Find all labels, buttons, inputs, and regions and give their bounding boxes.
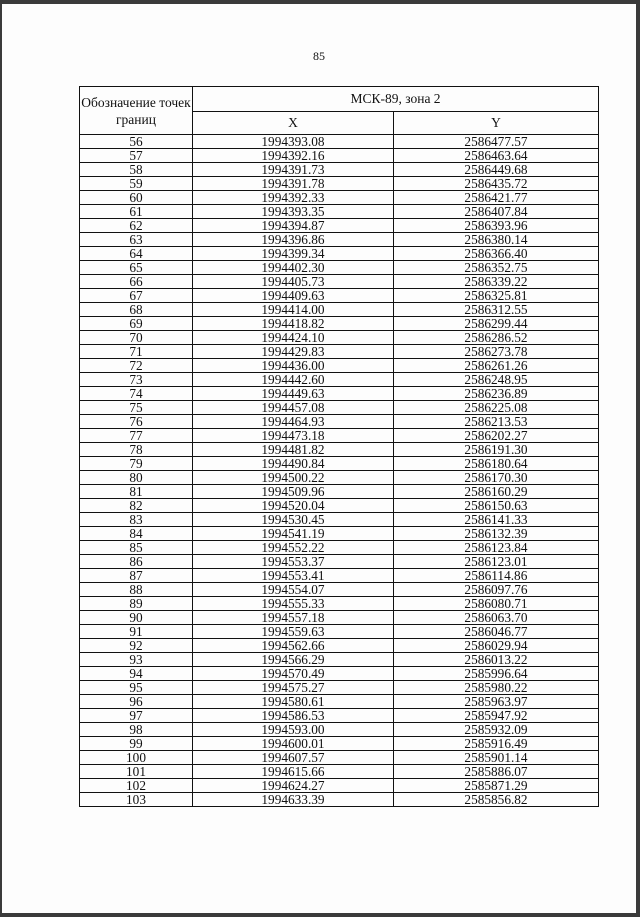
x-coordinate-cell: 1994553.41 <box>193 569 394 583</box>
table-row <box>80 583 599 597</box>
table-row <box>80 541 599 555</box>
x-coordinate-cell: 1994473.18 <box>193 429 394 443</box>
y-coordinate-cell: 2586029.94 <box>394 639 599 653</box>
point-number-cell: 63 <box>80 233 193 247</box>
x-coordinate-cell: 1994586.53 <box>193 709 394 723</box>
y-coordinate-cell: 2586080.71 <box>394 597 599 611</box>
x-coordinate-cell: 1994624.27 <box>193 779 394 793</box>
table-row <box>80 289 599 303</box>
point-number-cell: 98 <box>80 723 193 737</box>
y-coordinate-cell: 2586013.22 <box>394 653 599 667</box>
coordinate-system-header: МСК-89, зона 2 <box>193 87 599 112</box>
x-coordinate-cell: 1994393.08 <box>193 135 394 149</box>
y-coordinate-cell: 2586202.27 <box>394 429 599 443</box>
point-number-cell: 96 <box>80 695 193 709</box>
point-number-cell: 90 <box>80 611 193 625</box>
y-column-header: Y <box>394 111 599 135</box>
x-coordinate-cell: 1994393.35 <box>193 205 394 219</box>
y-coordinate-cell: 2586123.01 <box>394 555 599 569</box>
x-coordinate-cell: 1994490.84 <box>193 457 394 471</box>
point-number-cell: 59 <box>80 177 193 191</box>
table-row <box>80 681 599 695</box>
point-number-cell: 66 <box>80 275 193 289</box>
point-number-cell: 73 <box>80 373 193 387</box>
table-row <box>80 667 599 681</box>
table-row <box>80 247 599 261</box>
point-number-cell: 72 <box>80 359 193 373</box>
point-number-cell: 74 <box>80 387 193 401</box>
point-number-cell: 88 <box>80 583 193 597</box>
point-number-cell: 62 <box>80 219 193 233</box>
x-coordinate-cell: 1994402.30 <box>193 261 394 275</box>
y-coordinate-cell: 2586160.29 <box>394 485 599 499</box>
y-coordinate-cell: 2585963.97 <box>394 695 599 709</box>
y-coordinate-cell: 2586421.77 <box>394 191 599 205</box>
x-coordinate-cell: 1994580.61 <box>193 695 394 709</box>
table-row <box>80 205 599 219</box>
point-number-cell: 82 <box>80 499 193 513</box>
y-coordinate-cell: 2586393.96 <box>394 219 599 233</box>
table-row <box>80 611 599 625</box>
y-coordinate-cell: 2586286.52 <box>394 331 599 345</box>
point-number-cell: 76 <box>80 415 193 429</box>
table-row <box>80 149 599 163</box>
x-coordinate-cell: 1994405.73 <box>193 275 394 289</box>
table-row <box>80 401 599 415</box>
y-coordinate-cell: 2586299.44 <box>394 317 599 331</box>
y-coordinate-cell: 2585916.49 <box>394 737 599 751</box>
table-row <box>80 261 599 275</box>
x-coordinate-cell: 1994570.49 <box>193 667 394 681</box>
table-row <box>80 219 599 233</box>
y-coordinate-cell: 2586339.22 <box>394 275 599 289</box>
point-number-cell: 68 <box>80 303 193 317</box>
point-number-cell: 92 <box>80 639 193 653</box>
y-coordinate-cell: 2586123.84 <box>394 541 599 555</box>
table-row <box>80 233 599 247</box>
x-coordinate-cell: 1994554.07 <box>193 583 394 597</box>
table-row <box>80 443 599 457</box>
table-row <box>80 737 599 751</box>
table-row <box>80 513 599 527</box>
table-row <box>80 485 599 499</box>
point-number-cell: 84 <box>80 527 193 541</box>
y-coordinate-cell: 2586435.72 <box>394 177 599 191</box>
x-coordinate-cell: 1994429.83 <box>193 345 394 359</box>
x-coordinate-cell: 1994392.33 <box>193 191 394 205</box>
table-row <box>80 653 599 667</box>
x-coordinate-cell: 1994391.78 <box>193 177 394 191</box>
y-coordinate-cell: 2586046.77 <box>394 625 599 639</box>
point-number-cell: 70 <box>80 331 193 345</box>
point-number-cell: 79 <box>80 457 193 471</box>
table-row <box>80 527 599 541</box>
point-number-cell: 103 <box>80 793 193 807</box>
coordinates-table <box>79 86 599 807</box>
y-coordinate-cell: 2586213.53 <box>394 415 599 429</box>
y-coordinate-cell: 2585871.29 <box>394 779 599 793</box>
y-coordinate-cell: 2586170.30 <box>394 471 599 485</box>
x-coordinate-cell: 1994509.96 <box>193 485 394 499</box>
x-coordinate-cell: 1994615.66 <box>193 765 394 779</box>
x-coordinate-cell: 1994530.45 <box>193 513 394 527</box>
table-row <box>80 359 599 373</box>
y-coordinate-cell: 2585947.92 <box>394 709 599 723</box>
table-row <box>80 457 599 471</box>
y-coordinate-cell: 2586097.76 <box>394 583 599 597</box>
x-coordinate-cell: 1994593.00 <box>193 723 394 737</box>
y-coordinate-cell: 2586114.86 <box>394 569 599 583</box>
table-row <box>80 163 599 177</box>
x-coordinate-cell: 1994449.63 <box>193 387 394 401</box>
y-coordinate-cell: 2586063.70 <box>394 611 599 625</box>
y-coordinate-cell: 2585980.22 <box>394 681 599 695</box>
point-number-cell: 58 <box>80 163 193 177</box>
point-number-cell: 81 <box>80 485 193 499</box>
x-coordinate-cell: 1994557.18 <box>193 611 394 625</box>
y-coordinate-cell: 2586150.63 <box>394 499 599 513</box>
table-row <box>80 723 599 737</box>
point-number-cell: 77 <box>80 429 193 443</box>
y-coordinate-cell: 2586141.33 <box>394 513 599 527</box>
y-coordinate-cell: 2586449.68 <box>394 163 599 177</box>
table-row <box>80 275 599 289</box>
table-row <box>80 555 599 569</box>
table-row <box>80 191 599 205</box>
point-number-cell: 94 <box>80 667 193 681</box>
x-coordinate-cell: 1994562.66 <box>193 639 394 653</box>
point-number-cell: 86 <box>80 555 193 569</box>
point-number-cell: 65 <box>80 261 193 275</box>
point-number-cell: 56 <box>80 135 193 149</box>
y-coordinate-cell: 2586366.40 <box>394 247 599 261</box>
point-number-cell: 75 <box>80 401 193 415</box>
table-row <box>80 779 599 793</box>
point-number-cell: 97 <box>80 709 193 723</box>
table-row <box>80 751 599 765</box>
y-coordinate-cell: 2586325.81 <box>394 289 599 303</box>
y-coordinate-cell: 2586180.64 <box>394 457 599 471</box>
table-row <box>80 317 599 331</box>
y-coordinate-cell: 2585932.09 <box>394 723 599 737</box>
point-number-cell: 80 <box>80 471 193 485</box>
table-row <box>80 709 599 723</box>
table-row <box>80 765 599 779</box>
table-row <box>80 135 599 149</box>
x-coordinate-cell: 1994396.86 <box>193 233 394 247</box>
x-coordinate-cell: 1994481.82 <box>193 443 394 457</box>
table-row <box>80 639 599 653</box>
x-coordinate-cell: 1994600.01 <box>193 737 394 751</box>
table-row <box>80 793 599 807</box>
table-row <box>80 303 599 317</box>
y-coordinate-cell: 2586273.78 <box>394 345 599 359</box>
y-coordinate-cell: 2586248.95 <box>394 373 599 387</box>
y-coordinate-cell: 2586236.89 <box>394 387 599 401</box>
point-number-cell: 69 <box>80 317 193 331</box>
table-row <box>80 597 599 611</box>
x-coordinate-cell: 1994555.33 <box>193 597 394 611</box>
x-coordinate-cell: 1994464.93 <box>193 415 394 429</box>
x-coordinate-cell: 1994552.22 <box>193 541 394 555</box>
point-number-cell: 102 <box>80 779 193 793</box>
table-row <box>80 415 599 429</box>
point-number-cell: 91 <box>80 625 193 639</box>
table-row <box>80 695 599 709</box>
y-coordinate-cell: 2586312.55 <box>394 303 599 317</box>
point-designation-header: Обозначение точек границ <box>80 87 193 135</box>
x-coordinate-cell: 1994457.08 <box>193 401 394 415</box>
point-number-cell: 78 <box>80 443 193 457</box>
point-number-cell: 67 <box>80 289 193 303</box>
point-number-cell: 87 <box>80 569 193 583</box>
x-coordinate-cell: 1994394.87 <box>193 219 394 233</box>
y-coordinate-cell: 2585901.14 <box>394 751 599 765</box>
table-row <box>80 177 599 191</box>
document-page <box>2 4 636 913</box>
x-coordinate-cell: 1994575.27 <box>193 681 394 695</box>
table-row <box>80 499 599 513</box>
point-number-cell: 101 <box>80 765 193 779</box>
point-number-cell: 83 <box>80 513 193 527</box>
y-coordinate-cell: 2586463.64 <box>394 149 599 163</box>
x-coordinate-cell: 1994392.16 <box>193 149 394 163</box>
y-coordinate-cell: 2585886.07 <box>394 765 599 779</box>
x-coordinate-cell: 1994418.82 <box>193 317 394 331</box>
x-coordinate-cell: 1994409.63 <box>193 289 394 303</box>
x-coordinate-cell: 1994436.00 <box>193 359 394 373</box>
x-coordinate-cell: 1994500.22 <box>193 471 394 485</box>
y-coordinate-cell: 2586477.57 <box>394 135 599 149</box>
table-row <box>80 373 599 387</box>
table-row <box>80 331 599 345</box>
x-coordinate-cell: 1994566.29 <box>193 653 394 667</box>
point-number-cell: 85 <box>80 541 193 555</box>
table-row <box>80 625 599 639</box>
x-coordinate-cell: 1994399.34 <box>193 247 394 261</box>
page-number: 85 <box>313 49 325 63</box>
table-row <box>80 429 599 443</box>
y-coordinate-cell: 2586380.14 <box>394 233 599 247</box>
x-coordinate-cell: 1994520.04 <box>193 499 394 513</box>
point-number-cell: 95 <box>80 681 193 695</box>
table-row <box>80 345 599 359</box>
table-row <box>80 387 599 401</box>
y-coordinate-cell: 2586352.75 <box>394 261 599 275</box>
x-coordinate-cell: 1994553.37 <box>193 555 394 569</box>
x-coordinate-cell: 1994541.19 <box>193 527 394 541</box>
y-coordinate-cell: 2586225.08 <box>394 401 599 415</box>
point-number-cell: 89 <box>80 597 193 611</box>
x-coordinate-cell: 1994442.60 <box>193 373 394 387</box>
point-number-cell: 57 <box>80 149 193 163</box>
y-coordinate-cell: 2586132.39 <box>394 527 599 541</box>
y-coordinate-cell: 2586261.26 <box>394 359 599 373</box>
y-coordinate-cell: 2586191.30 <box>394 443 599 457</box>
point-number-cell: 93 <box>80 653 193 667</box>
x-coordinate-cell: 1994424.10 <box>193 331 394 345</box>
point-number-cell: 100 <box>80 751 193 765</box>
x-coordinate-cell: 1994607.57 <box>193 751 394 765</box>
x-coordinate-cell: 1994414.00 <box>193 303 394 317</box>
x-coordinate-cell: 1994633.39 <box>193 793 394 807</box>
y-coordinate-cell: 2586407.84 <box>394 205 599 219</box>
table-row <box>80 569 599 583</box>
point-number-cell: 71 <box>80 345 193 359</box>
x-coordinate-cell: 1994559.63 <box>193 625 394 639</box>
coordinates-table-body <box>80 135 599 807</box>
x-column-header: X <box>193 111 394 135</box>
point-number-cell: 60 <box>80 191 193 205</box>
point-number-cell: 64 <box>80 247 193 261</box>
x-coordinate-cell: 1994391.73 <box>193 163 394 177</box>
point-number-cell: 99 <box>80 737 193 751</box>
y-coordinate-cell: 2585996.64 <box>394 667 599 681</box>
point-number-cell: 61 <box>80 205 193 219</box>
y-coordinate-cell: 2585856.82 <box>394 793 599 807</box>
table-row <box>80 471 599 485</box>
